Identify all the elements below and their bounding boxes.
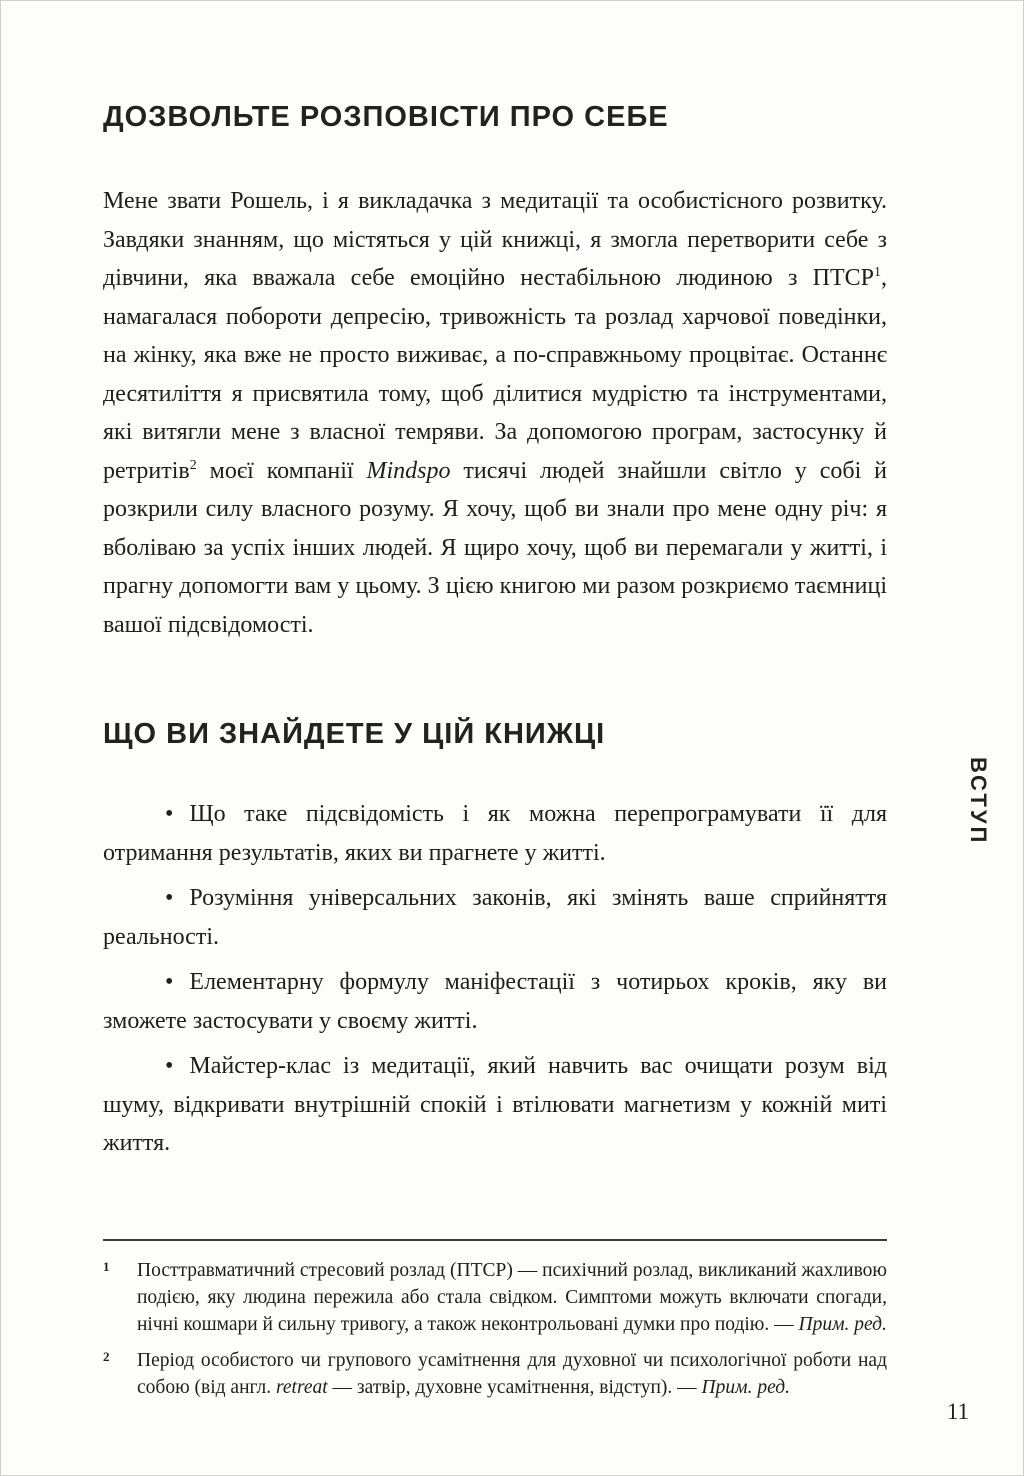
- paragraph-text: тисячі людей знайшли світло у собі й розкрили силу власного розуму. Я хочу, щоб ви знали про мене одну річ: я вболіваю за успіх інших людей. Я щиро хочу, щоб ви перемагали у житті, і прагну допомогти вам у цьому. З цією книгою ми разом розкриємо таємниці вашої підсвідомості.: [103, 457, 887, 638]
- bullet-icon: •: [165, 801, 174, 827]
- bullet-item: [103, 1047, 887, 1163]
- footnote-2: [103, 1347, 887, 1401]
- intro-paragraph: [103, 182, 887, 644]
- editor-note-label: Прим. ред.: [701, 1377, 790, 1398]
- bullet-icon: •: [165, 969, 174, 995]
- bullet-icon: •: [165, 1053, 174, 1079]
- footnote-body: Період особистого чи групового усамітнення для духовної чи психологічної роботи над собою (від англ.: [137, 1350, 887, 1398]
- bullet-item: [103, 963, 887, 1040]
- paragraph-text: моєї компанії: [196, 457, 367, 484]
- footnote-ref-2: 2: [189, 457, 197, 473]
- foreign-term: retreat: [276, 1377, 328, 1398]
- bullet-item: [103, 879, 887, 956]
- bullet-icon: •: [165, 885, 174, 911]
- footnote-text: [137, 1347, 887, 1401]
- section-title-about-me: ДОЗВОЛЬТЕ РОЗПОВІСТИ ПРО СЕБЕ: [103, 101, 669, 133]
- footnote-marker-1: 1: [103, 1259, 110, 1274]
- footnote-ref-1: 1: [874, 265, 881, 280]
- bullet-list: [103, 795, 887, 1163]
- footnote-body: — затвір, духовне усамітнення, відступ). —: [327, 1377, 702, 1398]
- chapter-side-label: ВСТУП: [966, 757, 991, 846]
- bullet-text: Що таке підсвідомість і як можна перепрограмувати її для отримання результатів, яких ви прагнете у житті.: [103, 801, 887, 866]
- bullet-text: Майстер-клас із медитації, який навчить вас очищати розум від шуму, відкривати внутрішній спокій і втілювати магнетизм у кожній миті життя.: [103, 1053, 887, 1156]
- page-content: [103, 1, 887, 1170]
- brand-name-mindspo: Mindspo: [366, 457, 451, 484]
- bullet-text: Елементарну формулу маніфестації з чотирьох кроків, яку ви зможете застосувати у своєму житті.: [103, 969, 887, 1034]
- bullet-text: Розуміння універсальних законів, які змінять ваше сприйняття реальності.: [103, 885, 887, 950]
- footnote-1: [103, 1257, 887, 1338]
- footnotes-section: [103, 1239, 887, 1410]
- footnote-text: [137, 1257, 887, 1338]
- section-title-whats-in-book: ЩО ВИ ЗНАЙДЕТЕ У ЦІЙ КНИЖЦІ: [103, 718, 606, 750]
- footnote-marker-2: 2: [103, 1349, 110, 1364]
- bullet-item: [103, 795, 887, 872]
- editor-note-label: Прим. ред.: [798, 1314, 887, 1335]
- footnote-body: Посттравматичний стресовий розлад (ПТСР) — психічний розлад, викликаний жахливою подією, яку людина пережила або стала свідком. Симптоми можуть включати спогади, нічні кошмари й сильну тривогу, а також неконтрольовані думки про подію. —: [137, 1260, 887, 1335]
- page-number: 11: [946, 1399, 969, 1424]
- footnote-divider: [103, 1239, 887, 1241]
- paragraph-text: , намагалася побороти депресію, тривожність та розлад харчової поведінки, на жінку, яка вже не просто виживає, а по-справжньому процвітає. Останнє десятиліття я присвятила тому, щоб ділитися мудрістю та інструментами, які витягли мене з власної темряви. За допомогою програм, застосунку й ретритів: [103, 265, 887, 484]
- paragraph-text: Мене звати Рошель, і я викладачка з медитації та особистісного розвитку. Завдяки знанням, що містяться у цій книжці, я змогла перетворити себе з дівчини, яка вважала себе емоційно нестабільною людиною з ПТСР: [103, 188, 887, 291]
